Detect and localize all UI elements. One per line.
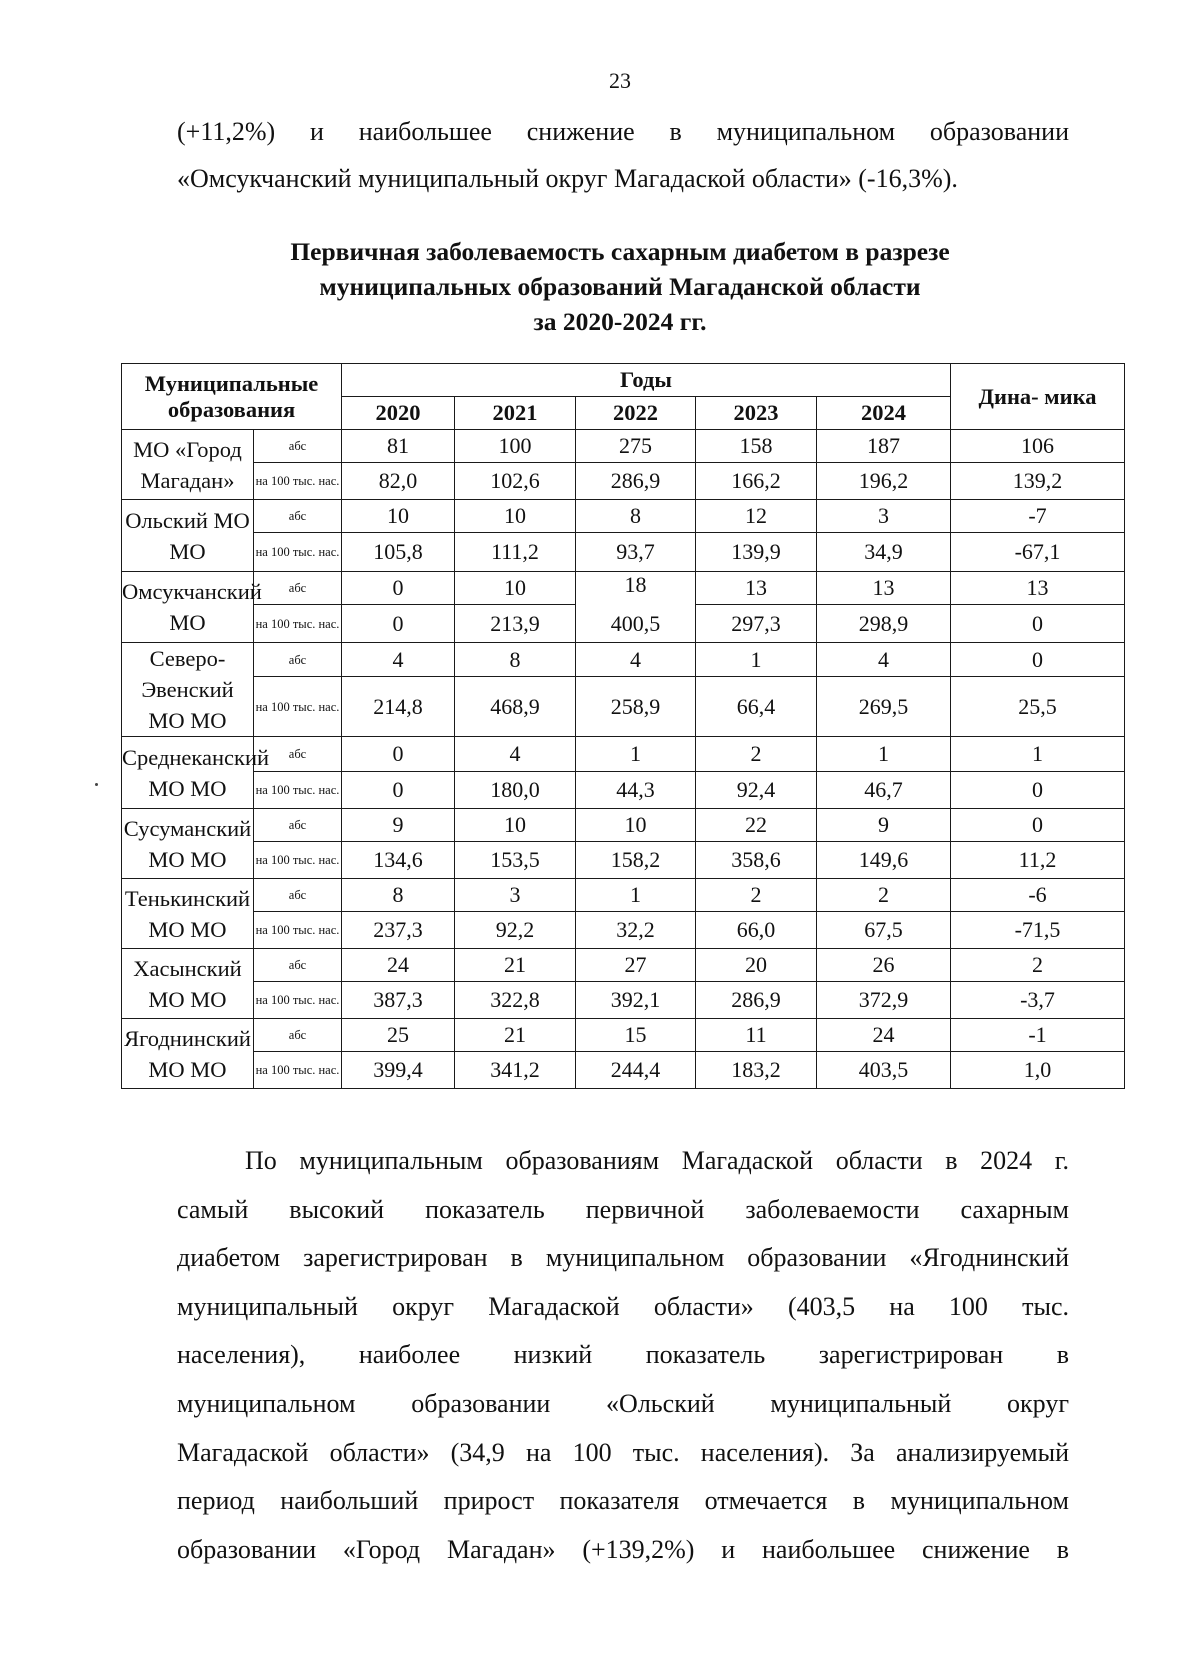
- abs-value: 9: [817, 809, 951, 842]
- abs-value: 3: [817, 500, 951, 533]
- header-year: 2020: [342, 397, 455, 430]
- rate-value: 237,3: [342, 912, 455, 949]
- scan-speck: [95, 783, 98, 786]
- page-number: 23: [609, 68, 631, 93]
- municipality-name: Среднеканский МО МО: [122, 737, 254, 809]
- unit-per-100k: на 100 тыс. нас.: [254, 772, 342, 809]
- unit-per-100k: на 100 тыс. нас.: [254, 463, 342, 500]
- municipality-name: Сусуманский МО МО: [122, 809, 254, 879]
- intro-paragraph: [177, 108, 1069, 202]
- abs-value: 10: [576, 809, 696, 842]
- municipality-name: МО «Город Магадан»: [122, 430, 254, 500]
- abs-value: 2: [696, 879, 817, 912]
- abs-value: 10: [455, 500, 576, 533]
- main-line: муниципальном образовании «Ольский муниципальный округ: [177, 1388, 1069, 1418]
- abs-value: 15: [576, 1019, 696, 1052]
- dynamics-rate-value: 0: [951, 772, 1125, 809]
- header-year: 2024: [817, 397, 951, 430]
- abs-value: 22: [696, 809, 817, 842]
- municipality-name: Омсукчанский МО: [122, 572, 254, 643]
- rate-value: 322,8: [455, 982, 576, 1019]
- dynamics-rate-value: 0: [951, 605, 1125, 643]
- rate-value: 166,2: [696, 463, 817, 500]
- abs-value: 8: [342, 879, 455, 912]
- main-line: самый высокий показатель первичной заболеваемости сахарным: [177, 1194, 1069, 1224]
- rate-value: 298,9: [817, 605, 951, 643]
- table-title: [200, 234, 1040, 339]
- unit-per-100k: на 100 тыс. нас.: [254, 533, 342, 572]
- unit-per-100k: на 100 тыс. нас.: [254, 982, 342, 1019]
- unit-per-100k: на 100 тыс. нас.: [254, 677, 342, 737]
- rate-value: 111,2: [455, 533, 576, 572]
- abs-value: 25: [342, 1019, 455, 1052]
- rate-value: 44,3: [576, 772, 696, 809]
- abs-value: 24: [817, 1019, 951, 1052]
- dynamics-rate-value: 1,0: [951, 1052, 1125, 1089]
- rate-value: 214,8: [342, 677, 455, 737]
- abs-value: 4: [342, 643, 455, 677]
- dynamics-rate-value: 25,5: [951, 677, 1125, 737]
- dynamics-abs-value: 2: [951, 949, 1125, 982]
- rate-value: 399,4: [342, 1052, 455, 1089]
- unit-abs: абс: [254, 949, 342, 982]
- header-years: Годы: [342, 364, 951, 397]
- dynamics-abs-value: 1: [951, 737, 1125, 772]
- unit-abs: абс: [254, 500, 342, 533]
- rate-value: 92,2: [455, 912, 576, 949]
- abs-value: 1: [696, 643, 817, 677]
- main-line: населения), наиболее низкий показатель зарегистрирован в: [177, 1340, 1069, 1370]
- abs-value: 4: [817, 643, 951, 677]
- rate-value: 0: [342, 772, 455, 809]
- rate-value: 0: [342, 605, 455, 643]
- municipality-name: Ягоднинский МО МО: [122, 1019, 254, 1089]
- municipality-name: Ольский МО МО: [122, 500, 254, 572]
- abs-value: 13: [696, 572, 817, 605]
- abs-value: 13: [817, 572, 951, 605]
- abs-value: 81: [342, 430, 455, 463]
- dynamics-rate-value: -67,1: [951, 533, 1125, 572]
- dynamics-abs-value: -7: [951, 500, 1125, 533]
- dynamics-abs-value: 0: [951, 643, 1125, 677]
- merged-value-cell: [576, 572, 696, 643]
- rate-value: 46,7: [817, 772, 951, 809]
- unit-per-100k: на 100 тыс. нас.: [254, 842, 342, 879]
- rate-value: 258,9: [576, 677, 696, 737]
- unit-abs: абс: [254, 737, 342, 772]
- main-line: диабетом зарегистрирован в муниципальном образовании «Ягоднинский: [177, 1243, 1069, 1273]
- rate-value: 400,5: [610, 611, 661, 636]
- incidence-table: [121, 363, 1125, 1089]
- dynamics-abs-value: -6: [951, 879, 1125, 912]
- abs-value: 10: [455, 809, 576, 842]
- municipality-name: Хасынский МО МО: [122, 949, 254, 1019]
- rate-value: 213,9: [455, 605, 576, 643]
- unit-abs: абс: [254, 572, 342, 605]
- rate-value: 102,6: [455, 463, 576, 500]
- unit-per-100k: на 100 тыс. нас.: [254, 1052, 342, 1089]
- header-dynamics: Дина- мика: [951, 364, 1125, 430]
- dynamics-abs-value: 13: [951, 572, 1125, 605]
- abs-value: 9: [342, 809, 455, 842]
- rate-value: 358,6: [696, 842, 817, 879]
- header-year: 2022: [576, 397, 696, 430]
- dynamics-rate-value: 139,2: [951, 463, 1125, 500]
- abs-value: 21: [455, 949, 576, 982]
- intro-line: (+11,2%) и наибольшее снижение в муниципальном образовании: [177, 117, 1069, 146]
- abs-value: 10: [455, 572, 576, 605]
- rate-value: 67,5: [817, 912, 951, 949]
- dynamics-rate-value: -71,5: [951, 912, 1125, 949]
- abs-value: 2: [817, 879, 951, 912]
- rate-value: 387,3: [342, 982, 455, 1019]
- header-year: 2023: [696, 397, 817, 430]
- dynamics-rate-value: 11,2: [951, 842, 1125, 879]
- abs-value: 0: [342, 572, 455, 605]
- main-line: муниципальный округ Магадаской области» (403,5 на 100 тыс.: [177, 1291, 1069, 1321]
- rate-value: 286,9: [576, 463, 696, 500]
- abs-value: 1: [576, 737, 696, 772]
- abs-value: 27: [576, 949, 696, 982]
- abs-value: 275: [576, 430, 696, 463]
- unit-abs: абс: [254, 430, 342, 463]
- unit-per-100k: на 100 тыс. нас.: [254, 605, 342, 643]
- abs-value: 21: [455, 1019, 576, 1052]
- abs-value: 8: [455, 643, 576, 677]
- main-line: период наибольший прирост показателя отмечается в муниципальном: [177, 1486, 1069, 1516]
- main-line: образовании «Город Магадан» (+139,2%) и наибольшее снижение в: [177, 1534, 1069, 1564]
- abs-value: 12: [696, 500, 817, 533]
- unit-abs: абс: [254, 1019, 342, 1052]
- rate-value: 34,9: [817, 533, 951, 572]
- unit-abs: абс: [254, 879, 342, 912]
- table-title-line: за 2020-2024 гг.: [533, 307, 707, 336]
- rate-value: 66,0: [696, 912, 817, 949]
- table-title-line: Первичная заболеваемость сахарным диабетом в разрезе: [290, 237, 950, 266]
- dynamics-rate-value: -3,7: [951, 982, 1125, 1019]
- abs-value: 18: [624, 571, 647, 597]
- intro-line: «Омсукчанский муниципальный округ Магадаской области» (-16,3%).: [177, 164, 958, 193]
- rate-value: 244,4: [576, 1052, 696, 1089]
- abs-value: 20: [696, 949, 817, 982]
- abs-value: 8: [576, 500, 696, 533]
- abs-value: 4: [455, 737, 576, 772]
- rate-value: 403,5: [817, 1052, 951, 1089]
- rate-value: 468,9: [455, 677, 576, 737]
- abs-value: 11: [696, 1019, 817, 1052]
- main-paragraph: [177, 1137, 1069, 1574]
- abs-value: 0: [342, 737, 455, 772]
- header-municipalities: Муниципальные образования: [122, 364, 342, 430]
- rate-value: 183,2: [696, 1052, 817, 1089]
- rate-value: 196,2: [817, 463, 951, 500]
- table-title-line: муниципальных образований Магаданской области: [319, 272, 921, 301]
- unit-per-100k: на 100 тыс. нас.: [254, 912, 342, 949]
- rate-value: 149,6: [817, 842, 951, 879]
- unit-abs: абс: [254, 809, 342, 842]
- abs-value: 26: [817, 949, 951, 982]
- rate-value: 269,5: [817, 677, 951, 737]
- abs-value: 1: [576, 879, 696, 912]
- rate-value: 93,7: [576, 533, 696, 572]
- rate-value: 32,2: [576, 912, 696, 949]
- abs-value: 158: [696, 430, 817, 463]
- rate-value: 134,6: [342, 842, 455, 879]
- rate-value: 92,4: [696, 772, 817, 809]
- rate-value: 372,9: [817, 982, 951, 1019]
- dynamics-abs-value: 106: [951, 430, 1125, 463]
- rate-value: 392,1: [576, 982, 696, 1019]
- abs-value: 4: [576, 643, 696, 677]
- header-year: 2021: [455, 397, 576, 430]
- rate-value: 297,3: [696, 605, 817, 643]
- rate-value: 341,2: [455, 1052, 576, 1089]
- abs-value: 3: [455, 879, 576, 912]
- main-line: Магадаской области» (34,9 на 100 тыс. населения). За анализируемый: [177, 1437, 1069, 1467]
- abs-value: 10: [342, 500, 455, 533]
- abs-value: 2: [696, 737, 817, 772]
- abs-value: 100: [455, 430, 576, 463]
- dynamics-abs-value: 0: [951, 809, 1125, 842]
- dynamics-abs-value: -1: [951, 1019, 1125, 1052]
- unit-abs: абс: [254, 643, 342, 677]
- rate-value: 66,4: [696, 677, 817, 737]
- rate-value: 153,5: [455, 842, 576, 879]
- rate-value: 180,0: [455, 772, 576, 809]
- rate-value: 286,9: [696, 982, 817, 1019]
- abs-value: 24: [342, 949, 455, 982]
- municipality-name: Тенькинский МО МО: [122, 879, 254, 949]
- abs-value: 187: [817, 430, 951, 463]
- municipality-name: Северо-Эвенский МО МО: [122, 643, 254, 737]
- rate-value: 139,9: [696, 533, 817, 572]
- rate-value: 82,0: [342, 463, 455, 500]
- main-line: По муниципальным образованиям Магадаской области в 2024 г.: [245, 1146, 1069, 1175]
- rate-value: 105,8: [342, 533, 455, 572]
- abs-value: 1: [817, 737, 951, 772]
- rate-value: 158,2: [576, 842, 696, 879]
